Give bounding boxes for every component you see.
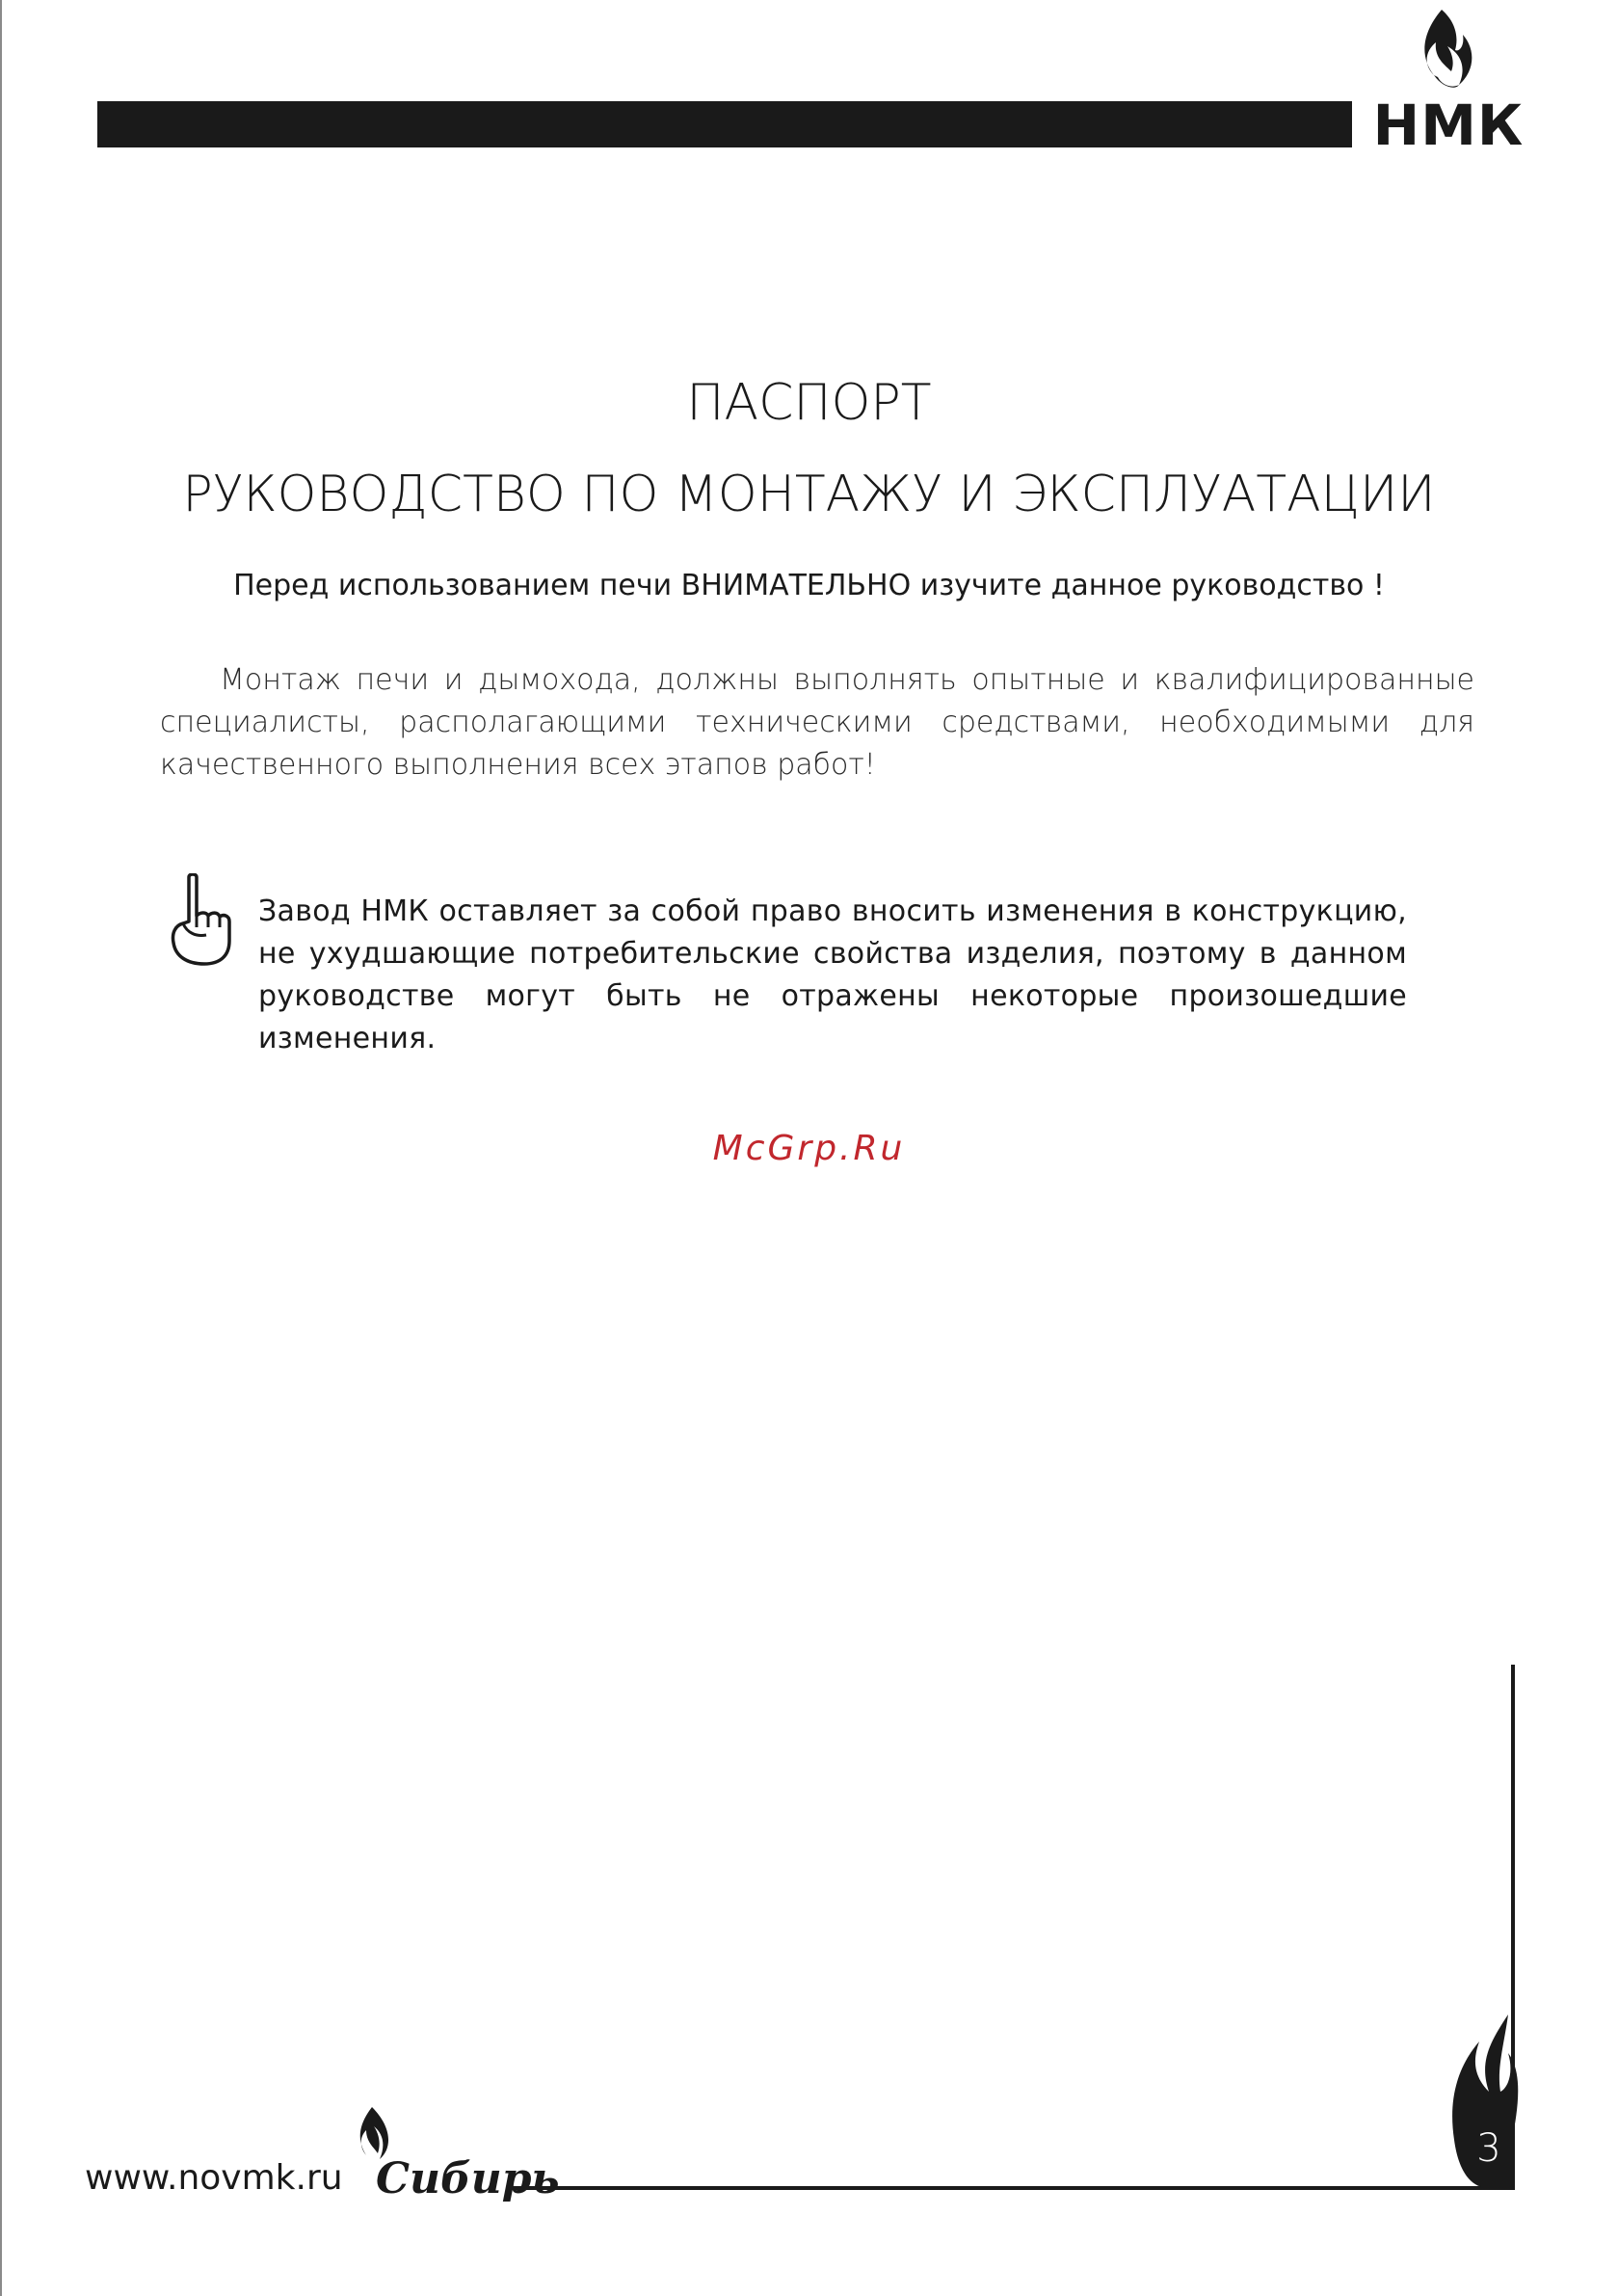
page-number: 3 (1476, 2126, 1501, 2171)
header-bar (97, 101, 1352, 147)
bottom-horizontal-rule (509, 2186, 1515, 2190)
pointing-hand-icon (168, 873, 235, 966)
sibir-brand-logo (343, 2107, 560, 2213)
installation-paragraph: Монтаж печи и дымохода, должны выполнять опытные и квалифицированные специалисты, располагающими техническими средствами, необходимыми для качественного выполнения всех этапов работ! (160, 663, 1474, 782)
warning-text: Перед использованием печи ВНИМАТЕЛЬНО изучите данное руководство ! (233, 569, 1385, 602)
brand-name: Сибирь (376, 2154, 560, 2203)
website-link[interactable]: www.novmk.ru (85, 2158, 343, 2198)
flame-icon (1413, 8, 1480, 99)
document-subtitle: РУКОВОДСТВО ПО МОНТАЖУ И ЭКСПЛУАТАЦИИ (182, 466, 1436, 523)
document-title: ПАСПОРТ (686, 374, 932, 432)
watermark: McGrp.Ru (712, 1129, 906, 1168)
logo-text: НМК (1372, 93, 1525, 158)
nmk-logo (1366, 8, 1530, 158)
notice-text: Завод НМК оставляет за собой право вносить изменения в конструкцию, не ухудшающие потребительские свойства изделия, поэтому в данном руководстве могут быть не отражены некоторые произошедшие изменения. (258, 894, 1407, 1055)
